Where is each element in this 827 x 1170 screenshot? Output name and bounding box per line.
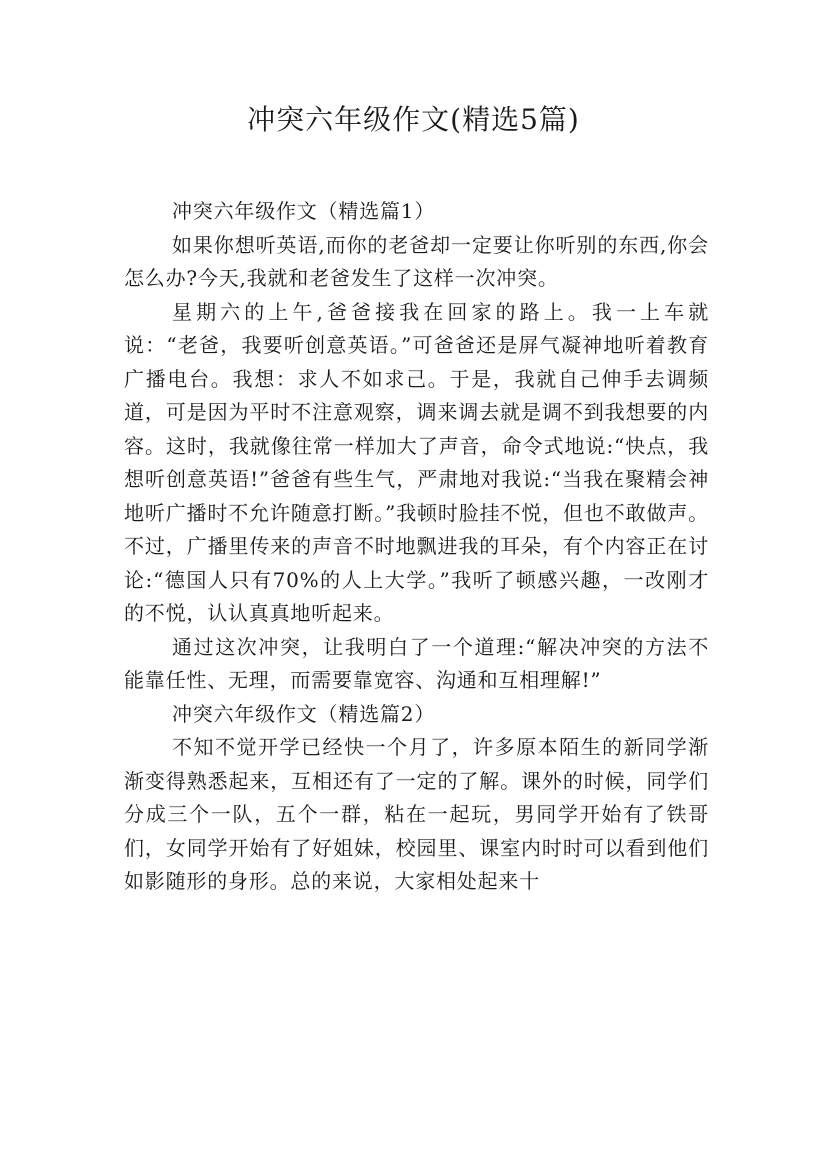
document-title: 冲突六年级作文(精选5篇) xyxy=(247,103,580,136)
document-body xyxy=(124,195,709,899)
paragraph: 通过这次冲突，让我明白了一个道理:“解决冲突的方法不能靠任性、无理，而需要靠宽容、沟通和互相理解!” xyxy=(124,634,709,692)
section-heading-2: 冲突六年级作文（精选篇2） xyxy=(172,701,436,726)
paragraph: 如果你想听英语,而你的老爸却一定要让你听别的东西,你会怎么办?今天,我就和老爸发生了这样一次冲突。 xyxy=(124,232,709,290)
paragraph: 不知不觉开学已经快一个月了，许多原本陌生的新同学渐渐变得熟悉起来，互相还有了一定的了解。课外的时候，同学们分成三个一队，五个一群，粘在一起玩，男同学开始有了铁哥们，女同学开始有了好姐妹，校园里、课室内时时可以看到他们如影随形的身形。总的来说，大家相处起来十 xyxy=(124,735,709,893)
section-heading-1: 冲突六年级作文（精选篇1） xyxy=(172,199,436,223)
paragraph: 星期六的上午,爸爸接我在回家的路上。我一上车就说：“老爸，我要听创意英语。”可爸爸还是屏气凝神地听着教育广播电台。我想：求人不如求己。于是，我就自己伸手去调频道，可是因为平时不注意观察，调来调去就是调不到我想要的内容。这时，我就像往常一样加大了声音，命令式地说:“快点，我想听创意英语!”爸爸有些生气，严肃地对我说:“当我在聚精会神地听广播时不允许随意打断。”我顿时脸挂不悦，但也不敢做声。不过，广播里传来的声音不时地飘进我的耳朵，有个内容正在讨论:“德国人只有70%的人上大学。”我听了顿感兴趣，一改刚才的不悦，认认真真地听起来。 xyxy=(124,299,709,625)
